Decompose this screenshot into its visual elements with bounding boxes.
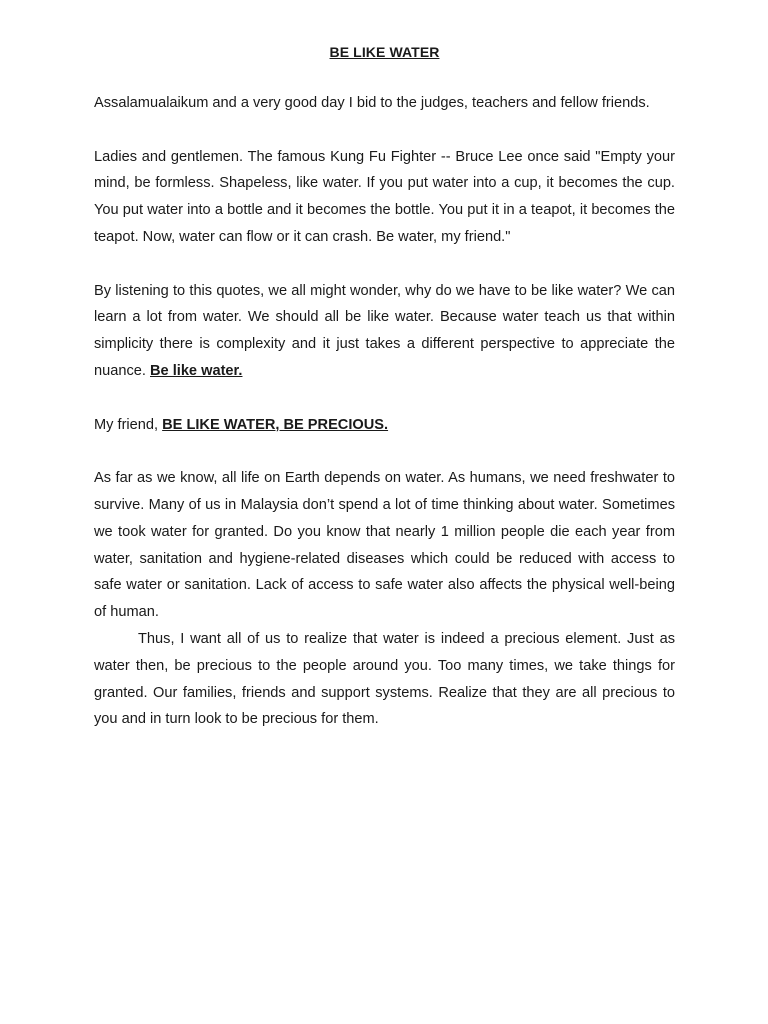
greeting-paragraph: Assalamualaikum and a very good day I bid to the judges, teachers and fellow friends. [94,95,650,111]
precious-element-paragraph: Thus, I want all of us to realize that water is indeed a precious element. Just as water then, be precious to the people around you. Too many times, we take things for granted. Our families, friends and support systems. Realize that they are all precious to you and in turn look to be precious for them. [94,630,675,728]
life-depends-on-water-paragraph: As far as we know, all life on Earth depends on water. As humans, we need freshwater to survive. Many of us in Malaysia don’t spend a lot of time thinking about water. Sometimes we took water for granted. Do you know that nearly 1 million people die each year from water, sanitation and hygiene-related diseases which could be reduced with access to safe water or sanitation. Lack of access to safe water also affects the physical well-being of human. [94,470,675,621]
document-title: BE LIKE WATER [329,44,440,60]
be-precious-emphasis: BE LIKE WATER, BE PRECIOUS. [162,416,389,433]
why-water-text: By listening to this quotes, we all might wonder, why do we have to be like water? We can learn a lot from water. We should all be like water. Because water teach us that within simplicity there is complexity and it just takes a different perspective to appreciate the nuance. [94,282,675,379]
my-friend-paragraph [94,412,675,439]
be-like-water-emphasis: Be like water. [150,362,243,379]
bruce-lee-quote-paragraph: Ladies and gentlemen. The famous Kung Fu Fighter -- Bruce Lee once said "Empty your mind, be formless. Shapeless, like water. If you put water into a cup, it becomes the cup. You put water into a bottle and it becomes the bottle. You put it in a teapot, it becomes the teapot. Now, water can flow or it can crash. Be water, my friend." [94,148,675,245]
my-friend-text: My friend, [94,416,163,433]
document-page [94,44,675,733]
why-water-paragraph [94,278,675,385]
